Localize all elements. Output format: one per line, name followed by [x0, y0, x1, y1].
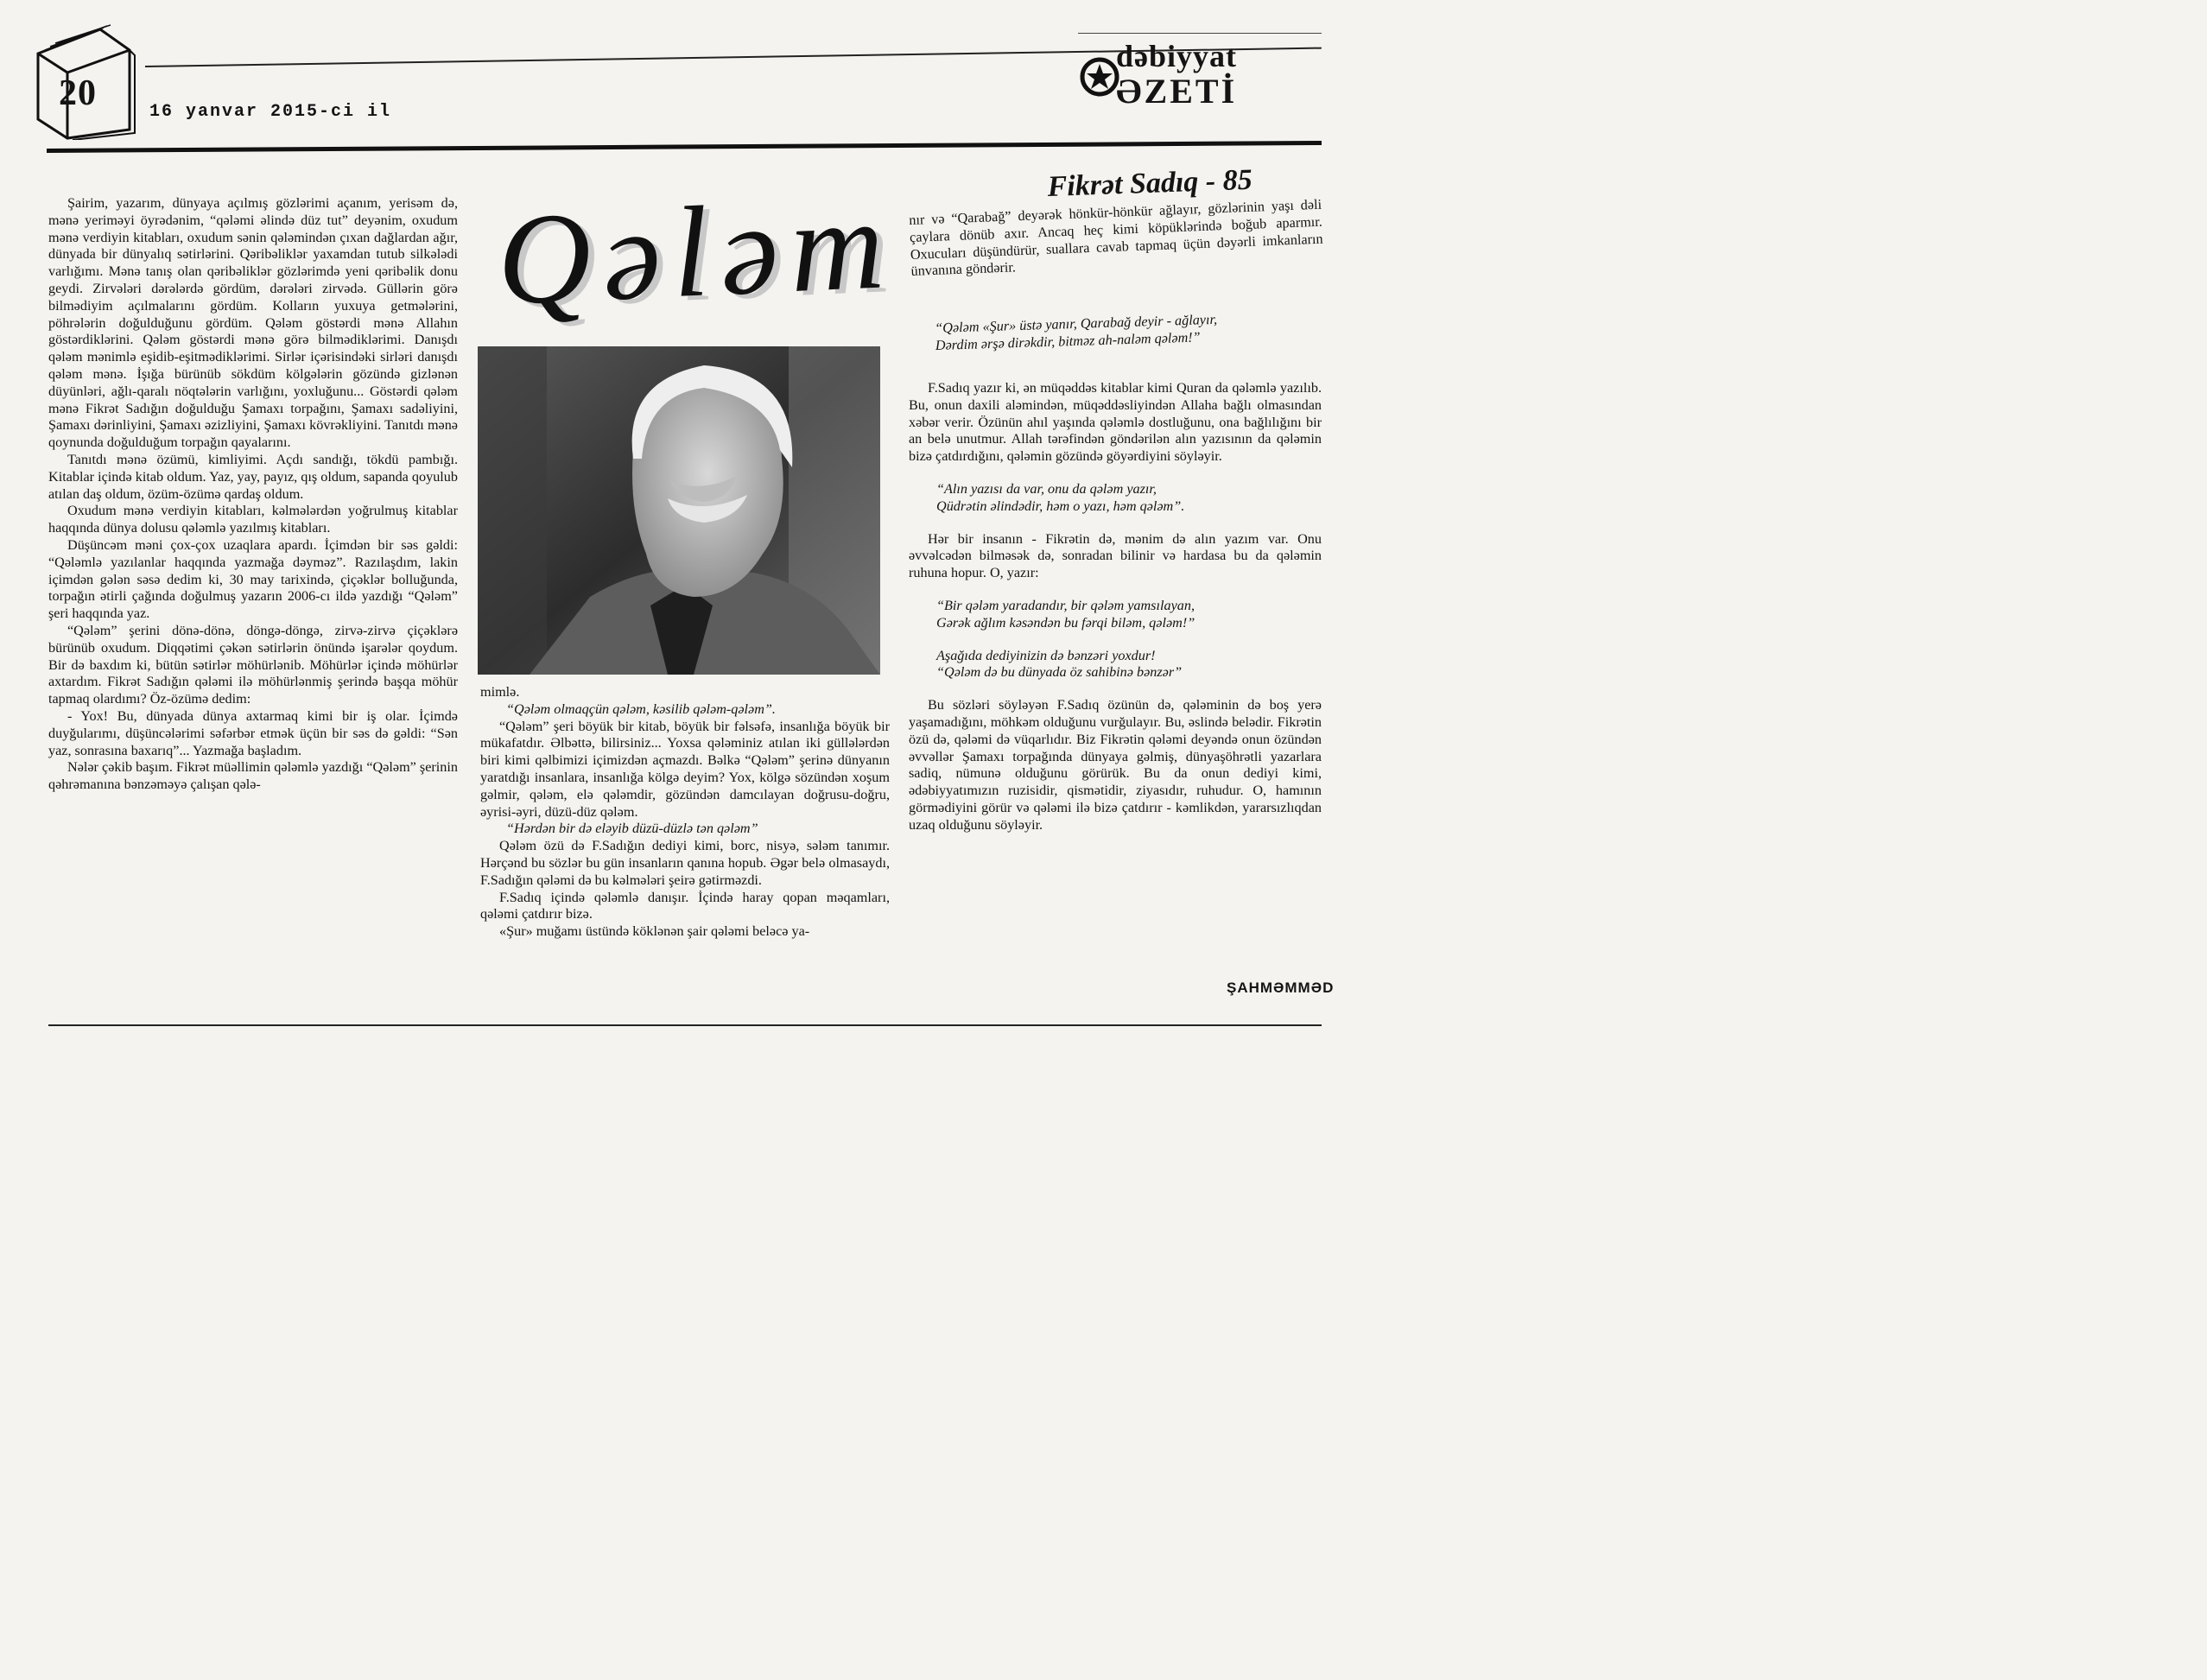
- paragraph: F.Sadıq yazır ki, ən müqəddəs kitablar kimi Quran da qələmlə yazılıb. Bu, onun daxili aləmindən, müqəddəsliyindən Allaha bağlı olmasından xəbər verir. Özünün ahıl yaşında qələmlə dostluğunu, ona bağlılığını bir an belə unutmur. Allah tərəfindən göndərilən alın yazısının da qələmin bizə çatdırdığını, qələmin gözündə göyərdiyini söyləyir.: [909, 380, 1322, 465]
- poem-line: “Qələm «Şur» üstə yanır, Qarabağ deyir - ağlayır,: [934, 311, 1218, 337]
- byline: Fikrət Sadıq - 85: [1047, 163, 1253, 203]
- poem-quote: “Hərdən bir də eləyib düzü-düzlə tən qələm”: [506, 821, 758, 837]
- issue-date: 16 yanvar 2015-ci il: [149, 102, 392, 122]
- paragraph: Tanıtdı mənə özümü, kimliyimi. Açdı sandığı, tökdü pambığı. Kitablar içində kitab oldum. Yaz, yay, payız, qış oldum, sapanda qoyulub atılan daş oldum, özüm-özümə qardaş oldum.: [48, 451, 458, 502]
- paragraph: Bu sözləri söyləyən F.Sadıq özünün də, qələminin də boş yerə yaşamadığını, möhkəm olduğunu vurğulayır. Bu, əslində belədir. Fikrətin özü də, qələmi də vüqarlıdır. Biz Fikrətin qələmi deyəndə onun özündən əvvəllər Şamaxı torpağında dünyaya gəlmiş, dünyaşöhrətli yazarlara sadiq, nümunə olduğunu görürük. Bu da onun dediyi kimi, ədəbiyyatımızın ruzisidir, qismətidir, ziyasıdır, ruhudur. O, hamının görmədiyini görür və qələmi ilə bizə çatdırır - kəmlikdən, yararsızlıqdan uzaq olduğunu söyləyir.: [909, 697, 1322, 833]
- paragraph: «Şur» muğamı üstündə köklənən şair qələmi beləcə ya-: [499, 923, 810, 940]
- poem-line: “Bir qələm yaradandır, bir qələm yamsılayan,: [936, 597, 1195, 613]
- article-column-1: [48, 195, 458, 794]
- poem-line: Gərək ağlım kəsəndən bu fərqi biləm, qələm!”: [936, 614, 1195, 631]
- paragraph: Düşüncəm məni çox-çox uzaqlara apardı. İçimdən bir səs gəldi: “Qələmlə yazılanlar haqqında yazmağa dəyməz”. Razılaşdım, lakin içimdən gələn səsə dedim ki, 30 may tarixində, çiçəklər bolluğunda, torpağın ətirli çağında doğulmuş yazarın 2006-cı ildə yazdığı “Qələm” şeri haqqında yaz.: [48, 536, 458, 622]
- article-title: Qələm: [494, 171, 899, 333]
- header-bottom-rule: [47, 141, 1322, 153]
- paragraph: - Yox! Bu, dünyada dünya axtarmaq kimi bir iş olar. İçimdə duyğularımı, düşüncələrimi səfərbər etmək üçün bir səs də gəldi: “Sən yaz, sonrasına baxarıq”... Yazmağa başladım.: [48, 707, 458, 758]
- paragraph: Nələr çəkib başım. Fikrət müəllimin qələmlə yazdığı “Qələm” şerinin qəhrəmanına bənzəməyə çalışan qələ-: [48, 759, 458, 793]
- star-emblem-icon: [1080, 57, 1119, 97]
- poem-line: “Alın yazısı da var, onu da qələm yazır,: [936, 480, 1157, 497]
- paragraph: “Qələm” şerini dönə-dönə, döngə-döngə, zirvə-zirvə çiçəklərə bürünüb oxudum. Diqqətimi çəkən sətirlərin önündə işarələr qoydum. Bir də baxdım ki, bütün sətirlər möhürlənib. Möhürlər içində möhürlər axtardım. Fikrət Sadığın qələmi ilə möhürlənmiş şerində başqa möhür tapmaq olardımı? Öz-özümə dedim:: [48, 622, 458, 707]
- article-column-2: [480, 684, 890, 941]
- paragraph: Hər bir insanın - Fikrətin də, mənim də alın yazım var. Onu əvvəlcədən bilməsək də, sonradan bilinir və hardasa bu da qələmin ruhuna hopur. O, yazır:: [909, 530, 1322, 581]
- portrait-photo: [478, 346, 880, 675]
- paragraph: Oxudum mənə verdiyin kitabları, kəlmələrdən yoğrulmuş kitablar haqqında dünya dolusu qələmlə yazılmış kitabları.: [48, 503, 458, 536]
- paragraph: mimlə.: [480, 684, 520, 700]
- article-column-3-top: [909, 197, 1324, 281]
- paragraph: F.Sadıq içində qələmlə danışır. İçində haray qopan məqamları, qələmi çatdırır bizə.: [480, 889, 890, 922]
- poem-line: Dərdim ərşə dirəkdir, bitməz ah-naləm qələm!”: [935, 329, 1201, 353]
- footer-rule: [48, 1024, 1322, 1026]
- logo-bottom-text: ƏZETİ: [1116, 72, 1238, 111]
- paragraph: Qələm özü də F.Sadığın dediyi kimi, borc, nisyə, sələm tanımır. Hərçənd bu sözlər bu gün insanların qanına hopub. Əgər belə olmasaydı, F.Sadığın qələmi də bu kəlmələri şeirə gətirməzdi.: [480, 838, 890, 888]
- poem-line: “Qələm də bu dünyada öz sahibinə bənzər”: [936, 664, 1183, 681]
- poem-line: Aşağıda dediyinizin də bənzəri yoxdur!: [936, 647, 1156, 663]
- paragraph: nır və “Qarabağ” deyərək hönkür-hönkür ağlayır, gözlərinin yaşı dəli çaylara dönüb axır. Ancaq heç kimi köpüklərində boğub aparmır. Oxucuları düşündürür, suallara cavab tapmaq üçün dəyərli imkanların ünvanına göndərir.: [909, 196, 1323, 280]
- paragraph: “Qələm” şeri böyük bir kitab, böyük bir fəlsəfə, insanlığa böyük bir mükafatdır. Əlbəttə, bilirsiniz... Yoxsa qələminiz atılan iki güllələrdən biri kimi qəlbimizi içimizdən açmazdı. Bəlkə “Qələm” şerinə dünyanın yaratdığı insanlara, insanlığa kölgə deyim? Yox, kölgə sözündən xoşum gəlmir, qələm, elə qələmdir, gözündən damcılayan doğrusu-doğru, əyrisi-əyri, düzü-düz qələm.: [480, 718, 890, 820]
- paragraph: Şairim, yazarım, dünyaya açılmış gözlərimi açanım, yerisəm də, mənə yeriməyi öyrədənim, “qələmi əlində düz tut” deyənim, oxudum mənə verdiyin kitabları, oxudum sənin qələmindən çıxan dağlardan ağır, dünyada bir dünyalıq sətirlərini. Qəribəliklər yaxamdan tutub silkələdi varlığımı. Mənə tanış olan qəribəliklər gözlərimdə yeni qəribəlik donu geydi. Zirvələri dərələrdə gördüm, dərələri zirvədə. Güllərin görə bilmədiyim açılmalarını gördüm. Kolların yuxuya getmələrini, pöhrələrin doğulduğunu gördüm. Qələm göstərdi mənə Allahın göstərdiklərini. Qələm göstərdi mənə görə bilmədiklərimi. Danışdı qələm mənimlə eşidib-eşitmədiklərimi. Sirlər içərisindəki sirləri danışdı qələm mənə. İşığa bürünüb sökdüm kölgələrin gözündə gizlənən düyünləri, ağlı-qaralı nöqtələrin varlığını, yoxluğunu... Göstərdi qələm mənə Fikrət Sadığın doğulduğu Şamaxı torpağını, Şamaxı sadəliyini, Şamaxı dərinliyini, Şamaxı əzizliyini, Şamaxı kövrəkliyini. Tanıtdı mənə qoynunda doğulduğum torpağın qayalarını.: [48, 195, 458, 451]
- poem-quote-block: [909, 308, 1322, 356]
- page-number: 20: [59, 73, 97, 113]
- poem-quote: “Qələm olmaqçün qələm, kəsilib qələm-qələm”.: [506, 701, 776, 717]
- author-signature: ŞAHMƏMMƏD: [1227, 979, 1335, 996]
- logo-top-text: dəbiyyat: [1116, 39, 1238, 73]
- article-column-3: [909, 380, 1322, 834]
- poem-line: Qüdrətin əlindədir, həm o yazı, həm qələm”.: [936, 498, 1185, 514]
- header-thin-rule: [1078, 33, 1322, 34]
